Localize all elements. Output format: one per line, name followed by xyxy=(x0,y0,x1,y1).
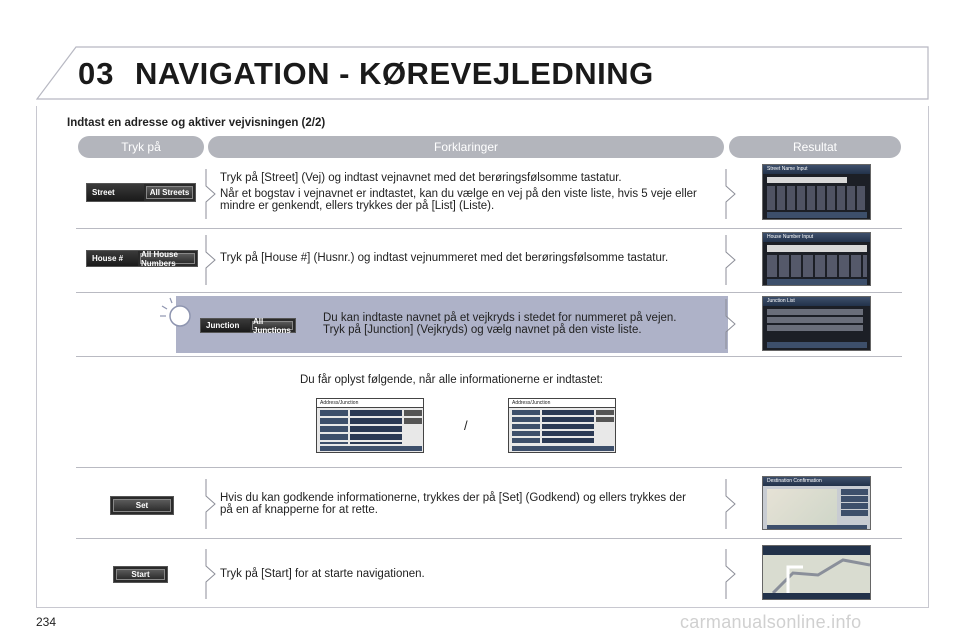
set-button-image: Set xyxy=(110,496,174,515)
watermark: carmanualsonline.info xyxy=(680,612,862,632)
page-number: 234 xyxy=(36,615,57,629)
junction-button-image: Junction All Junctions xyxy=(200,318,296,333)
street-name-input-screen: Street Name Input xyxy=(762,164,871,220)
row-set-text: Hvis du kan godkende informationerne, trykkes der på [Set] (Godkend) og ellers trykkes der på en af knapperne for at rette. xyxy=(220,492,686,516)
chevron-right-icon xyxy=(205,478,217,530)
column-header-tap: Tryk på xyxy=(78,136,204,158)
row-start-explanation xyxy=(220,568,700,584)
chapter-title: NAVIGATION - KØREVEJLEDNING xyxy=(135,56,654,91)
row-separator xyxy=(76,538,902,539)
chevron-right-icon xyxy=(725,298,737,350)
row-street-text-2: Når et bogstav i vejnavnet er indtastet, kan du vælge en vej på den viste liste, hvis 5 veje eller mindre er genkendt, ellers trykkes der på [List] (Liste). xyxy=(220,188,697,212)
row-separator xyxy=(76,228,902,229)
row-street-explanation xyxy=(220,172,700,216)
address-summary-screen-2: Address/Junction xyxy=(508,398,616,453)
house-number-input-screen: House Number Input xyxy=(762,232,871,286)
row-separator xyxy=(76,356,902,357)
street-button-image: Street All Streets xyxy=(86,183,196,202)
chevron-right-icon xyxy=(205,168,217,220)
chevron-right-icon xyxy=(725,478,737,530)
row-set-explanation xyxy=(220,492,690,520)
house-number-button-image: House # All House Numbers xyxy=(86,250,198,267)
row-start-text: Tryk på [Start] for at starte navigationen. xyxy=(220,568,425,580)
row-junction-text-2: Tryk på [Junction] (Vejkryds) og vælg navnet på den viste liste. xyxy=(323,324,642,336)
row-house-text-1: Tryk på [House #] (Husnr.) og indtast vejnummeret med det berøringsfølsomme tastatur. xyxy=(220,252,669,264)
section-subtitle: Indtast en adresse og aktiver vejvisningen (2/2) xyxy=(67,117,326,129)
address-summary-screen-1: Address/Junction xyxy=(316,398,424,453)
row-junction-explanation xyxy=(323,312,723,336)
chevron-right-icon xyxy=(725,168,737,220)
navigation-start-screen xyxy=(762,545,871,600)
chevron-right-icon xyxy=(205,234,217,286)
start-button-image: Start xyxy=(113,566,168,583)
junction-list-screen: Junction List xyxy=(762,296,871,351)
row-house-explanation xyxy=(220,252,690,268)
column-header-result: Resultat xyxy=(729,136,901,158)
column-header-explanations: Forklaringer xyxy=(208,136,724,158)
row-junction-text-1: Du kan indtaste navnet på et vejkryds i stedet for nummeret på vejen. xyxy=(323,312,677,324)
row-separator xyxy=(76,467,902,468)
separator-slash: / xyxy=(464,418,468,433)
row-street-text-1: Tryk på [Street] (Vej) og indtast vejnavnet med det berøringsfølsomme tastatur. xyxy=(220,172,622,184)
destination-confirmation-screen: Destination Confirmation xyxy=(762,476,871,530)
chevron-right-icon xyxy=(205,548,217,600)
chevron-right-icon xyxy=(725,234,737,286)
lightbulb-icon xyxy=(158,296,196,330)
chapter-number: 03 xyxy=(78,56,115,91)
info-text: Du får oplyst følgende, når alle informationerne er indtastet: xyxy=(300,374,603,386)
row-separator xyxy=(76,292,902,293)
chevron-right-icon xyxy=(725,548,737,600)
